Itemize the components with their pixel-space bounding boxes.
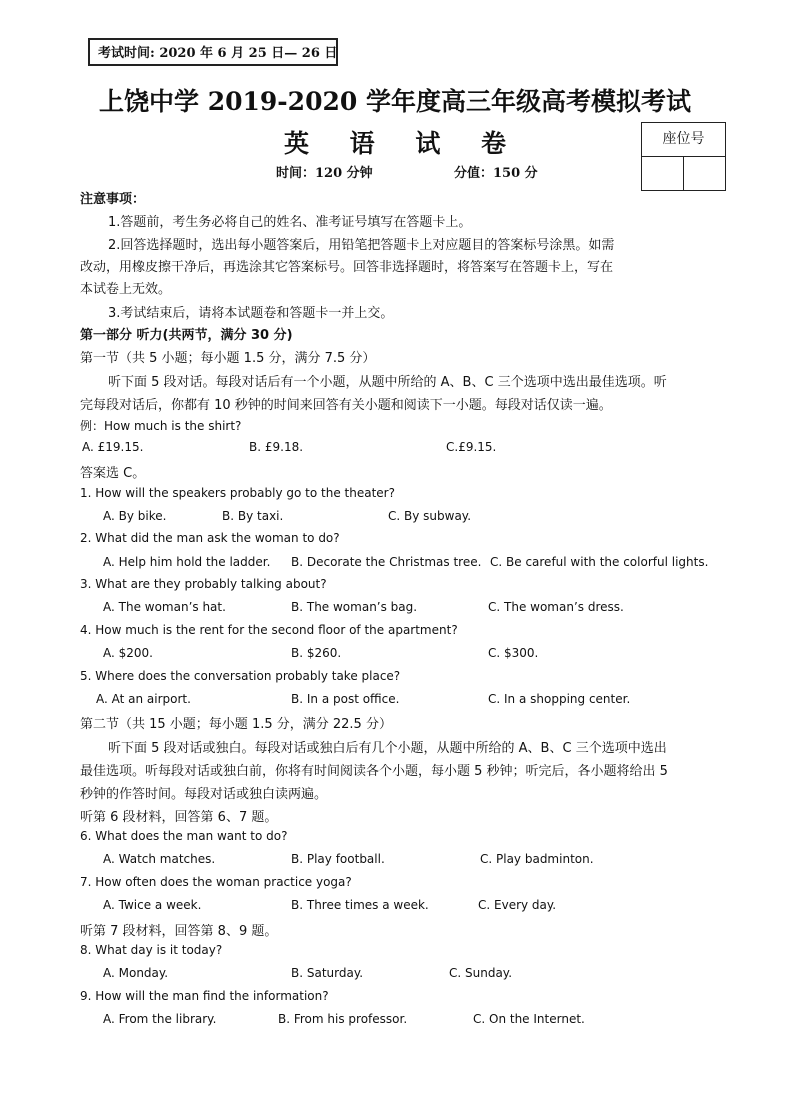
question-1: 1. How will the speakers probably go to the theater? [80, 486, 395, 500]
q6-option-a: A. Watch matches. [103, 852, 216, 866]
part1-heading: 第一部分 听力(共两节，满分 30 分) [80, 328, 293, 343]
q1-option-c: C. By subway. [388, 509, 472, 523]
notes-heading: 注意事项： [80, 192, 146, 207]
example-question: 例：How much is the shirt? [80, 419, 242, 433]
section2-instruction-line1: 听下面 5 段对话或独白。每段对话或独白后有几个小题，从题中所给的 A、B、C 三个选项中选出 [108, 741, 667, 756]
q6-option-c: C. Play badminton. [480, 852, 594, 866]
note-item-1: 1.答题前，考生务必将自己的姓名、准考证号填写在答题卡上。 [108, 215, 472, 230]
q5-option-b: B. In a post office. [291, 692, 400, 706]
q9-option-a: A. From the library. [103, 1012, 217, 1026]
q9-option-b: B. From his professor. [278, 1012, 408, 1026]
q2-option-b: B. Decorate the Christmas tree. [291, 555, 482, 569]
q3-option-a: A. The woman’s hat. [103, 600, 226, 614]
exam-time-box: 考试时间: 2020 年 6 月 25 日— 26 日 [88, 38, 338, 66]
section1-heading: 第一节（共 5 小题；每小题 1.5 分，满分 7.5 分） [80, 351, 376, 366]
q4-option-c: C. $300. [488, 646, 539, 660]
q9-option-c: C. On the Internet. [473, 1012, 585, 1026]
q8-option-b: B. Saturday. [291, 966, 364, 980]
seat-box-divider [683, 156, 684, 190]
example-option-c: C.£9.15. [446, 440, 497, 454]
exam-subtitle: 英 语 试 卷 [283, 129, 523, 158]
question-6: 6. What does the man want to do? [80, 829, 288, 843]
question-9: 9. How will the man find the information? [80, 989, 329, 1003]
section2-instruction-line2: 最佳选项。听每段对话或独白前，你将有时间阅读各个小题，每小题 5 秒钟；听完后，各小题将给出 5 [80, 764, 668, 779]
q4-option-a: A. $200. [103, 646, 153, 660]
q6-option-b: B. Play football. [291, 852, 385, 866]
note-item-2-line2: 改动，用橡皮擦干净后，再选涂其它答案标号。回答非选择题时，将答案写在答题卡上，写在 [80, 260, 614, 275]
section2-instruction-line3: 秒钟的作答时间。每段对话或独白读两遍。 [80, 787, 328, 802]
section1-instruction-line2: 完每段对话后，你都有 10 秒钟的时间来回答有关小题和阅读下一小题。每段对话仅读一遍。 [80, 398, 612, 413]
question-5: 5. Where does the conversation probably take place? [80, 669, 401, 683]
exam-score: 分值：150 分 [454, 166, 538, 181]
question-7: 7. How often does the woman practice yoga? [80, 875, 352, 889]
q2-option-c: C. Be careful with the colorful lights. [490, 555, 709, 569]
note-item-2-line1: 2.回答选择题时，选出每小题答案后，用铅笔把答题卡上对应题目的答案标号涂黑。如需 [108, 238, 615, 253]
seat-number-box [641, 122, 726, 191]
question-2: 2. What did the man ask the woman to do? [80, 531, 340, 545]
q3-option-b: B. The woman’s bag. [291, 600, 418, 614]
note-item-2-line3: 本试卷上无效。 [80, 282, 172, 297]
q4-option-b: B. $260. [291, 646, 342, 660]
q1-option-b: B. By taxi. [222, 509, 284, 523]
note-item-3: 3.考试结束后，请将本试题卷和答题卡一并上交。 [108, 306, 394, 321]
q5-option-c: C. In a shopping center. [488, 692, 631, 706]
q7-option-b: B. Three times a week. [291, 898, 429, 912]
q2-option-a: A. Help him hold the ladder. [103, 555, 271, 569]
material-7-prompt: 听第 7 段材料，回答第 8、9 题。 [80, 924, 278, 939]
q8-option-c: C. Sunday. [449, 966, 513, 980]
q3-option-c: C. The woman’s dress. [488, 600, 624, 614]
example-option-b: B. £9.18. [249, 440, 304, 454]
seat-number-label: 座位号 [642, 123, 725, 157]
example-option-a: A. £19.15. [82, 440, 144, 454]
q1-option-a: A. By bike. [103, 509, 167, 523]
question-4: 4. How much is the rent for the second floor of the apartment? [80, 623, 458, 637]
q7-option-c: C. Every day. [478, 898, 557, 912]
example-answer: 答案选 C。 [80, 466, 146, 481]
exam-duration: 时间：120 分钟 [276, 166, 373, 181]
material-6-prompt: 听第 6 段材料，回答第 6、7 题。 [80, 810, 278, 825]
question-8: 8. What day is it today? [80, 943, 223, 957]
q8-option-a: A. Monday. [103, 966, 169, 980]
q7-option-a: A. Twice a week. [103, 898, 202, 912]
section2-heading: 第二节（共 15 小题；每小题 1.5 分，满分 22.5 分） [80, 717, 392, 732]
question-3: 3. What are they probably talking about? [80, 577, 327, 591]
section1-instruction-line1: 听下面 5 段对话。每段对话后有一个小题，从题中所给的 A、B、C 三个选项中选出最佳选项。听 [108, 375, 667, 390]
q5-option-a: A. At an airport. [96, 692, 191, 706]
exam-title: 上饶中学 2019-2020 学年度高三年级高考模拟考试 [99, 87, 691, 116]
